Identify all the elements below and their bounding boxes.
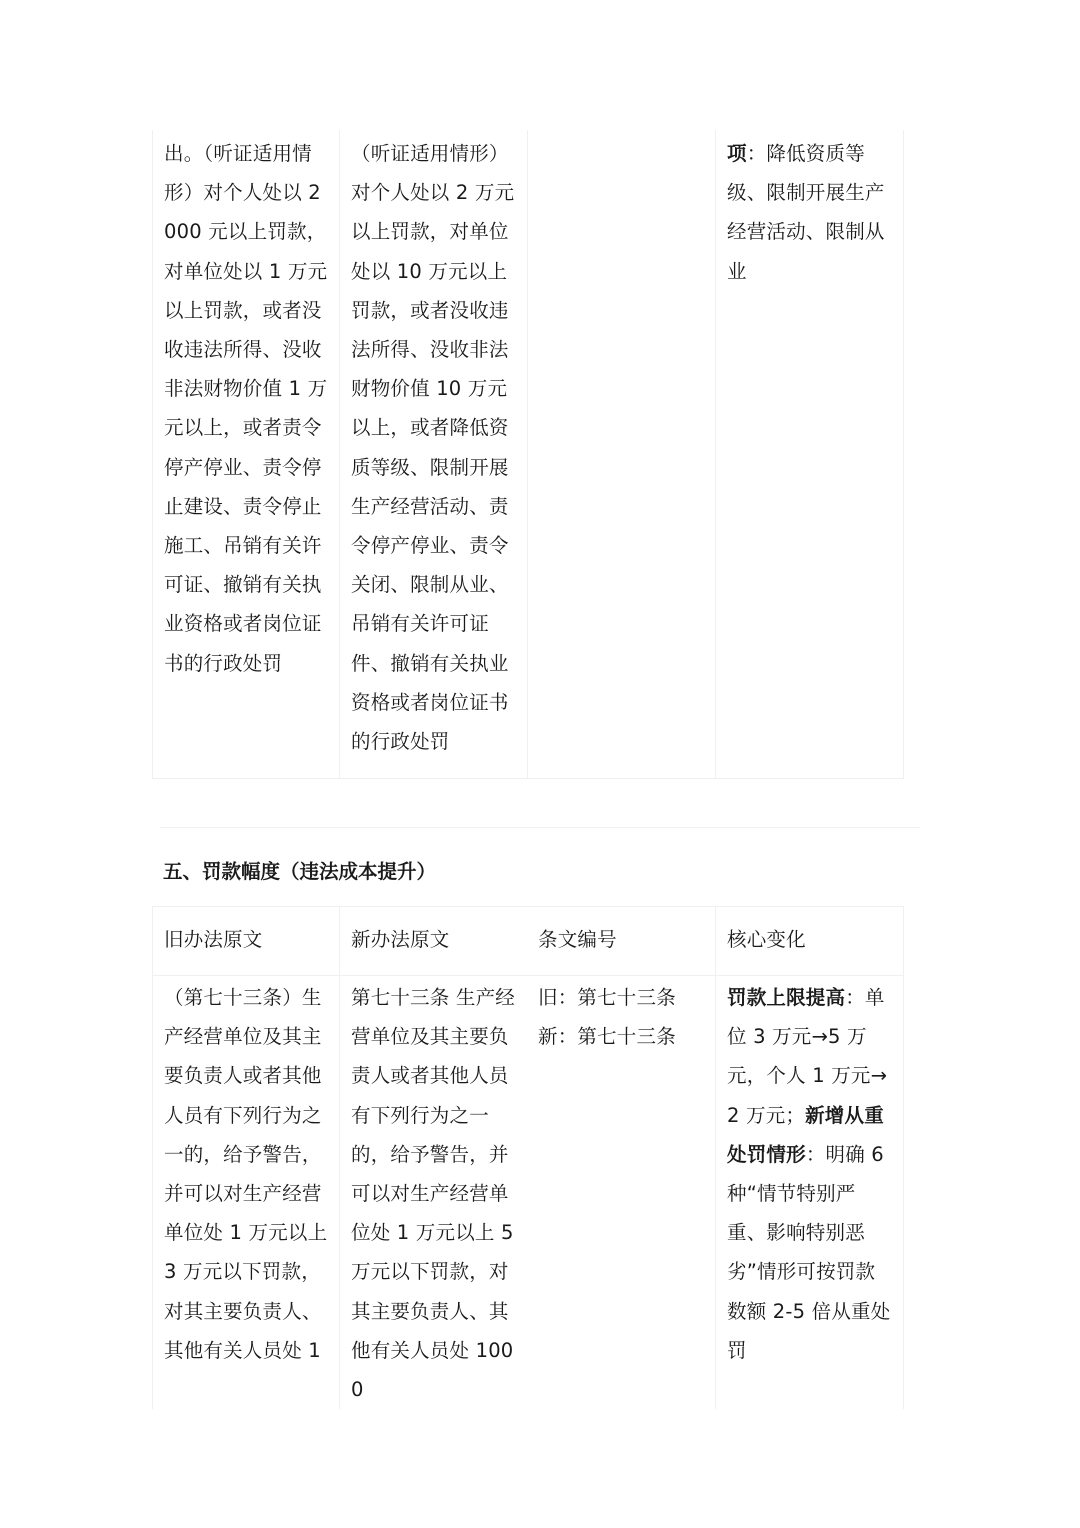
section-title: 五、罚款幅度（违法成本提升） [163,860,437,883]
section-divider [160,827,920,828]
new-rule-text: （听证适用情形）对个人处以 2 万元以上罚款，对单位处以 10 万元以上罚款，或者没收违法所得、没收非法财物价值 10 万元以上，或者降低资质等级、限制开展生产经营活动、责令停产停业、责令关闭、限制从业、吊销有关许可证件、撤销有关执业资格或者岗位证书的行政处罚 [351,142,515,754]
header-old-rule: 旧办法原文 [152,907,340,975]
new-rule-cell [340,130,527,778]
article-new: 新：第七十三条 [538,1025,676,1049]
article-number-cell [527,975,715,1409]
core-change-cell [715,975,904,1409]
table-hearing-cases [152,130,904,779]
change-fine-cap-bold: 罚款上限提高 [727,986,846,1009]
article-old: 旧：第七十三条 [538,986,676,1009]
old-rule-cell [152,975,340,1409]
old-rule-text: （第七十三条）生产经营单位及其主要负责人或者其他人员有下列行为之一的，给予警告，并可以对生产经营单位处 1 万元以上 3 万元以下罚款，对其主要负责人、其他有关人员处 1 [164,986,328,1362]
new-rule-cell [340,975,527,1409]
table-fine-range [152,906,904,1402]
old-rule-text: 出。（听证适用情形）对个人处以 2000 元以上罚款，对单位处以 1 万元以上罚款，或者没收违法所得、没收非法财物价值 1 万元以上，或者责令停产停业、责令停止建设、责令停止施工、吊销有关许可证、撤销有关执业资格或者岗位证书的行政处罚 [164,142,328,675]
header-article-number: 条文编号 [538,928,617,951]
header-new-rule: 新办法原文 [351,928,450,951]
core-change-text: ：降低资质等级、限制开展生产经营活动、限制从业 [727,142,885,283]
old-rule-cell [152,130,340,778]
header-core-change: 核心变化 [715,907,904,975]
core-change-bold: 项 [727,142,747,165]
change-aggravated-text: ：明确 6 种“情节特别严重、影响特别恶劣”情形可按罚款数额 2-5 倍从重处罚 [727,1142,891,1362]
new-rule-text: 第七十三条 生产经营单位及其主要负责人或者其他人员有下列行为之一的，给予警告，并可以对生产经营单位处 1 万元以上 5 万元以下罚款，对其主要负责人、其他有关人员处 1000 [351,986,515,1402]
change-fine-cap-text: ：单位 3 万元→5 万元，个人 1 万元→2 万元； [727,986,888,1127]
core-change-cell [715,130,904,778]
article-number-cell [527,130,715,778]
change-aggravated-bold: 新增从重处罚情形 [727,1103,884,1166]
